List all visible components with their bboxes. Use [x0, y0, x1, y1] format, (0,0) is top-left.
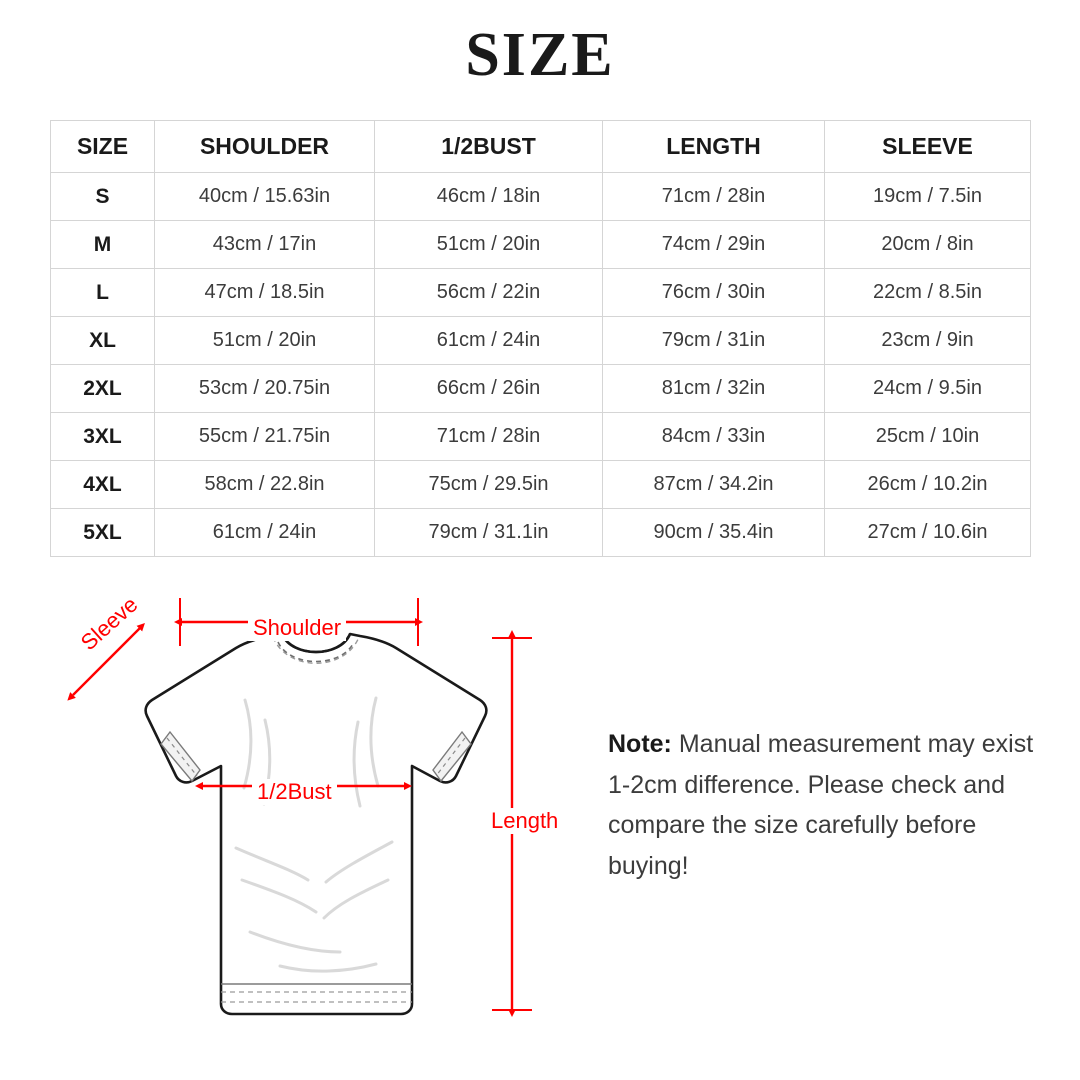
cell-size: 4XL — [51, 461, 155, 509]
table-row — [51, 173, 1031, 221]
cell-length: 90cm / 35.4in — [603, 509, 825, 557]
cell-size: L — [51, 269, 155, 317]
cell-size: 5XL — [51, 509, 155, 557]
cell-bust: 71cm / 28in — [375, 413, 603, 461]
sleeve-label: Sleeve — [72, 588, 147, 659]
cell-bust: 75cm / 29.5in — [375, 461, 603, 509]
cell-shoulder: 51cm / 20in — [155, 317, 375, 365]
cell-bust: 46cm / 18in — [375, 173, 603, 221]
table-row — [51, 221, 1031, 269]
cell-sleeve: 27cm / 10.6in — [825, 509, 1031, 557]
cell-sleeve: 25cm / 10in — [825, 413, 1031, 461]
size-table — [50, 120, 1031, 557]
measurement-diagram — [40, 580, 600, 1050]
table-row — [51, 509, 1031, 557]
table-row — [51, 365, 1031, 413]
cell-sleeve: 26cm / 10.2in — [825, 461, 1031, 509]
cell-sleeve: 19cm / 7.5in — [825, 173, 1031, 221]
cell-size: 3XL — [51, 413, 155, 461]
table-row — [51, 413, 1031, 461]
cell-size: M — [51, 221, 155, 269]
cell-length: 84cm / 33in — [603, 413, 825, 461]
cell-length: 81cm / 32in — [603, 365, 825, 413]
shoulder-label: Shoulder — [248, 615, 346, 641]
cell-bust: 66cm / 26in — [375, 365, 603, 413]
cell-sleeve: 24cm / 9.5in — [825, 365, 1031, 413]
cell-shoulder: 40cm / 15.63in — [155, 173, 375, 221]
table-row — [51, 317, 1031, 365]
column-header-sleeve: SLEEVE — [825, 121, 1031, 173]
table-header-row — [51, 121, 1031, 173]
note-prefix: Note: — [608, 730, 672, 758]
table-row — [51, 269, 1031, 317]
cell-sleeve: 20cm / 8in — [825, 221, 1031, 269]
cell-size: XL — [51, 317, 155, 365]
table-row — [51, 461, 1031, 509]
cell-bust: 56cm / 22in — [375, 269, 603, 317]
length-label: Length — [486, 808, 563, 834]
cell-bust: 79cm / 31.1in — [375, 509, 603, 557]
cell-size: 2XL — [51, 365, 155, 413]
tshirt-outline — [146, 634, 487, 1014]
cell-length: 79cm / 31in — [603, 317, 825, 365]
page-title: SIZE — [465, 21, 615, 89]
cell-size: S — [51, 173, 155, 221]
note-text — [608, 724, 1038, 886]
cell-length: 71cm / 28in — [603, 173, 825, 221]
cell-shoulder: 55cm / 21.75in — [155, 413, 375, 461]
cell-bust: 51cm / 20in — [375, 221, 603, 269]
bust-label: 1/2Bust — [252, 779, 337, 805]
cell-shoulder: 53cm / 20.75in — [155, 365, 375, 413]
cell-sleeve: 22cm / 8.5in — [825, 269, 1031, 317]
cell-bust: 61cm / 24in — [375, 317, 603, 365]
cell-shoulder: 47cm / 18.5in — [155, 269, 375, 317]
table-header — [51, 121, 1031, 173]
cell-shoulder: 61cm / 24in — [155, 509, 375, 557]
cell-shoulder: 58cm / 22.8in — [155, 461, 375, 509]
cell-length: 74cm / 29in — [603, 221, 825, 269]
column-header-shoulder: SHOULDER — [155, 121, 375, 173]
cell-length: 87cm / 34.2in — [603, 461, 825, 509]
column-header-size: SIZE — [51, 121, 155, 173]
cell-sleeve: 23cm / 9in — [825, 317, 1031, 365]
note-body: Manual measurement may exist 1-2cm difference. Please check and compare the size carefully before buying! — [608, 730, 1034, 880]
table-body — [51, 173, 1031, 557]
cell-shoulder: 43cm / 17in — [155, 221, 375, 269]
column-header-length: LENGTH — [603, 121, 825, 173]
cell-length: 76cm / 30in — [603, 269, 825, 317]
column-header-bust: 1/2BUST — [375, 121, 603, 173]
